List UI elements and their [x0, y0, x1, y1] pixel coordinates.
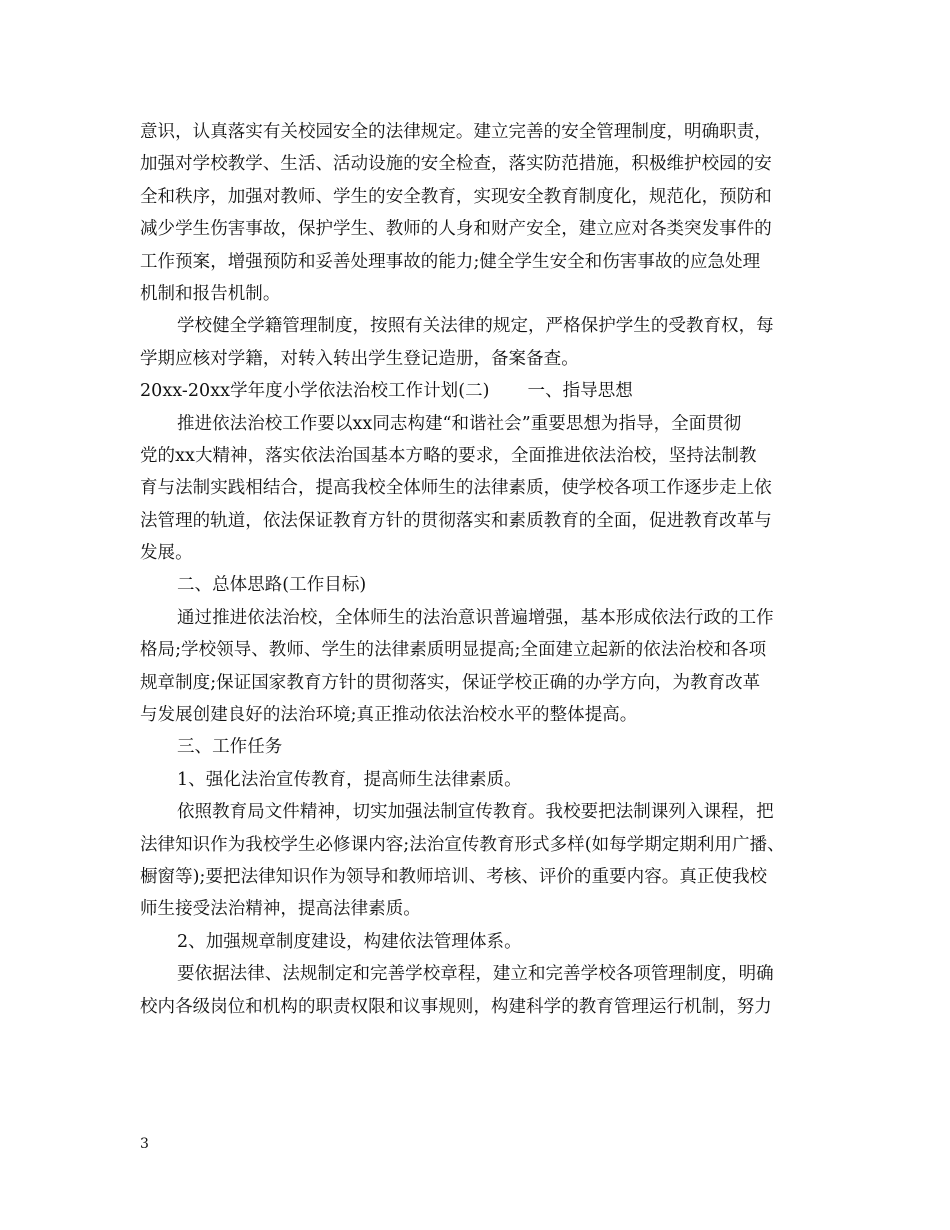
text-line: 师生接受法治精神，提高法律素质。 [140, 899, 421, 920]
text-line: 减少学生伤害事故，保护学生、教师的人身和财产安全，建立应对各类突发事件的 [140, 219, 772, 240]
page-number: 3 [140, 1136, 149, 1152]
section-heading: 三、工作任务 [177, 737, 283, 758]
paragraph-start-line: 通过推进依法治校，全体师生的法治意识普遍增强，基本形成依法行政的工作 [177, 607, 774, 628]
text-line: 法管理的轨道，依法保证教育方针的贯彻落实和素质教育的全面，促进教育改革与 [140, 510, 772, 531]
document-body [140, 116, 820, 1023]
paragraph-start-line: 学校健全学籍管理制度，按照有关法律的规定，严格保护学生的受教育权，每 [177, 316, 774, 337]
plan-heading [140, 375, 820, 407]
text-line: 意识，认真落实有关校园安全的法律规定。建立完善的安全管理制度，明确职责， [140, 122, 772, 142]
paragraph-start-line: 依照教育局文件精神，切实加强法制宣传教育。我校要把法制课列入课程，把 [177, 802, 774, 823]
text-line: 发展。 [140, 543, 193, 564]
text-line: 育与法制实践相结合，提高我校全体师生的法律素质，使学校各项工作逐步走上依 [140, 478, 772, 499]
text-line: 与发展创建良好的法治环境;真正推动依法治校水平的整体提高。 [140, 705, 638, 726]
text-line: 规章制度;保证国家教育方针的贯彻落实，保证学校正确的办学方向，为教育改革 [140, 672, 761, 693]
text-line: 加强对学校教学、生活、活动设施的安全检查，落实防范措施，积极维护校园的安 [140, 154, 772, 175]
text-line: 学期应核对学籍，对转入转出学生登记造册，备案备查。 [140, 348, 579, 369]
text-line: 工作预案，增强预防和妥善处理事故的能力;健全学生安全和伤害事故的应急处理 [140, 251, 761, 272]
text-line: 格局;学校领导、教师、学生的法律素质明显提高;全面建立起新的依法治校和各项 [140, 640, 767, 661]
text-line: 党的xx大精神，落实依法治国基本方略的要求，全面推进依法治校，坚持法制教 [140, 445, 757, 466]
text-line: 法律知识作为我校学生必修课内容;法治宣传教育形式多样(如每学期定期利用广播、 [140, 834, 785, 855]
subsection-heading: 2、加强规章制度建设，构建依法管理体系。 [177, 931, 522, 952]
section-heading: 二、总体思路(工作目标) [177, 575, 367, 596]
plan-title: 20xx-20xx学年度小学依法治校工作计划(二) [140, 381, 490, 402]
text-line: 机制和报告机制。 [140, 283, 281, 304]
text-line: 校内各级岗位和机构的职责权限和议事规则，构建科学的教育管理运行机制，努力 [140, 996, 772, 1017]
subsection-heading: 1、强化法治宣传教育，提高师生法律素质。 [177, 769, 522, 790]
paragraph-start-line: 要依据法律、法规制定和完善学校章程，建立和完善学校各项管理制度，明确 [177, 964, 774, 985]
section-heading: 一、指导思想 [527, 381, 633, 402]
paragraph-start-line: 推进依法治校工作要以xx同志构建“和谐社会”重要思想为指导，全面贯彻 [177, 413, 742, 434]
text-line: 橱窗等);要把法律知识作为领导和教师培训、考核、评价的重要内容。真正使我校 [140, 866, 768, 887]
text-line: 全和秩序，加强对教师、学生的安全教育，实现安全教育制度化，规范化，预防和 [140, 186, 772, 207]
